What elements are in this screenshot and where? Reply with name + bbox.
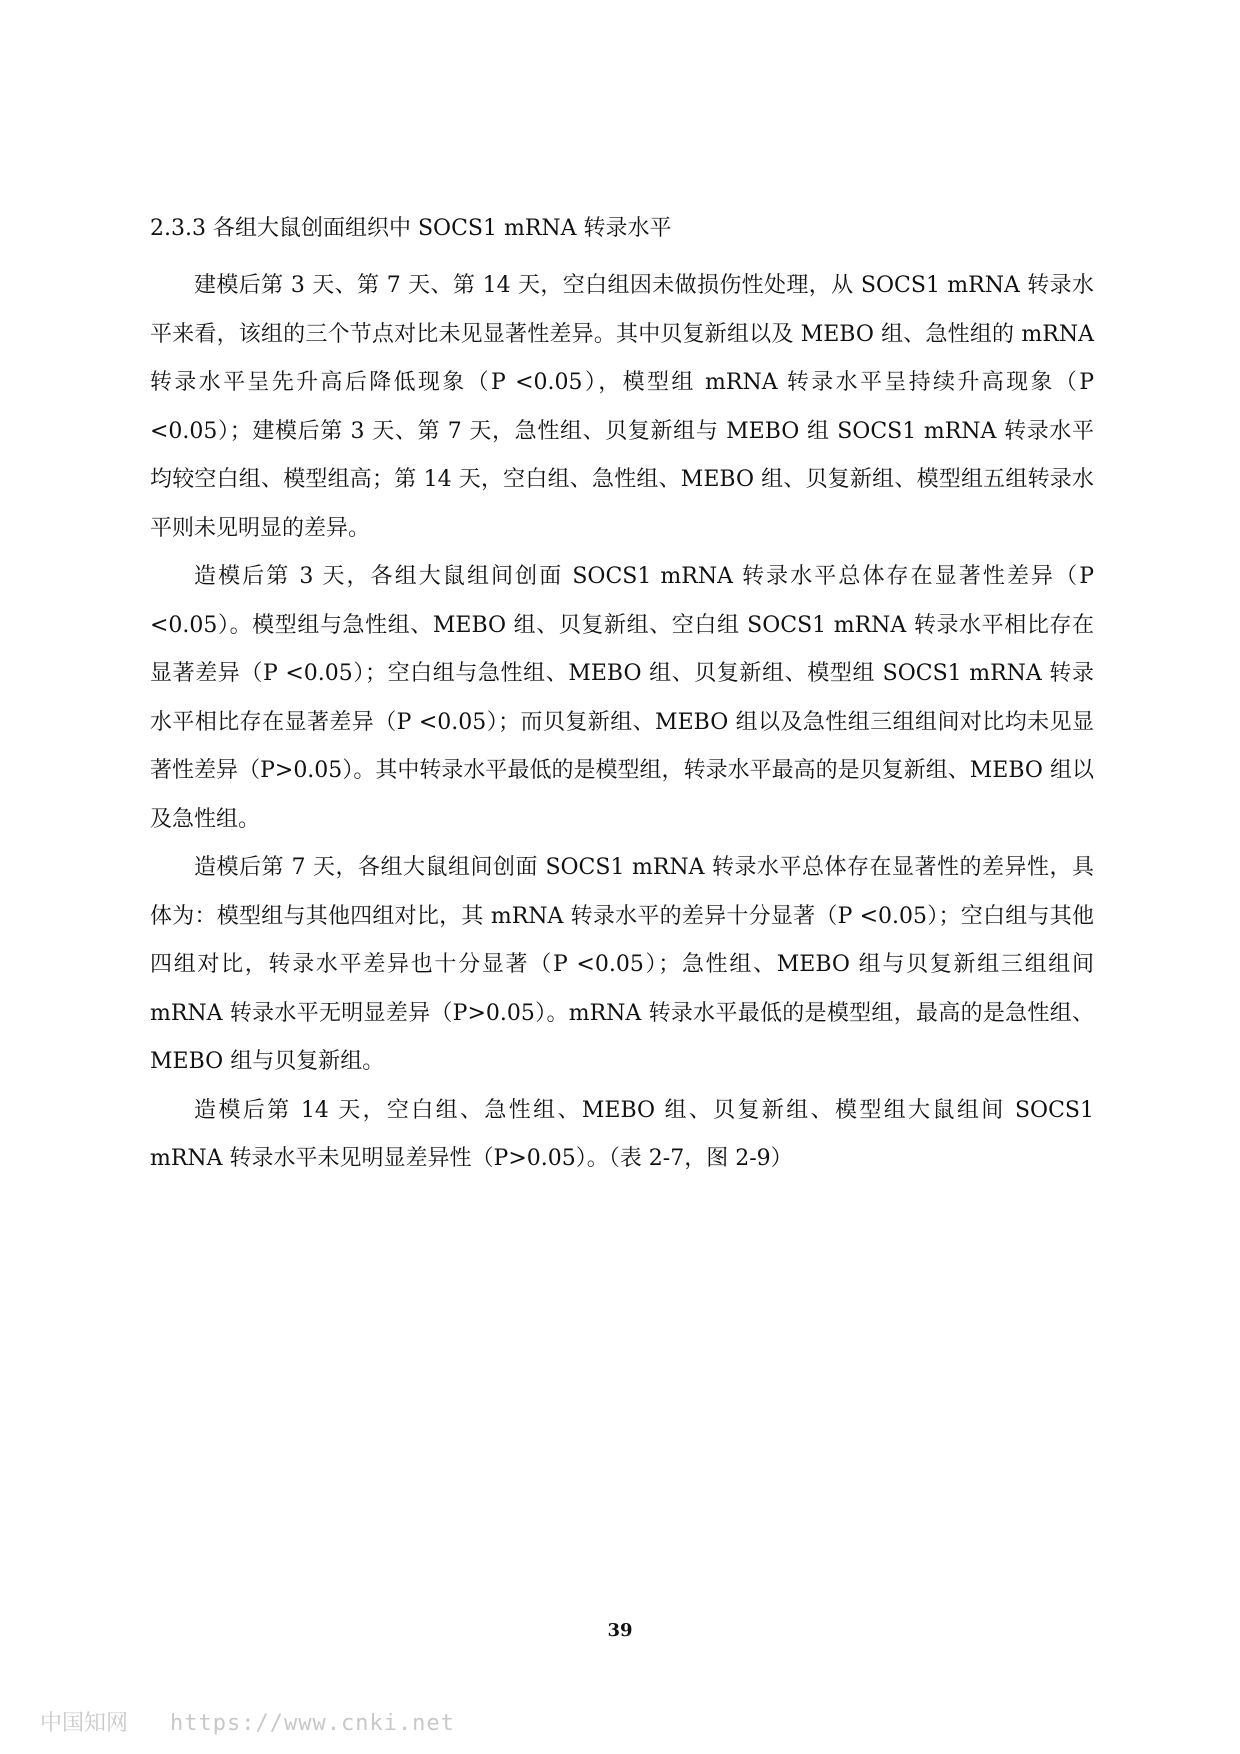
paragraph-day-7: 造模后第 7 天，各组大鼠组间创面 SOCS1 mRNA 转录水平总体存在显著性的差异性，具体为：模型组与其他四组对比，其 mRNA 转录水平的差异十分显著（P <0.05）；空白组与其他四组对比，转录水平差异也十分显著（P <0.05）；急性组、MEBO 组与贝复新组三组组间 mRNA 转录水平无明显差异（P>0.05）。mRNA 转录水平最低的是模型组，最高的是急性组、MEBO 组与贝复新组。 [150,855,1094,1074]
page-number: 39 [607,1620,633,1641]
paragraph-timeline-summary: 建模后第 3 天、第 7 天、第 14 天，空白组因未做损伤性处理，从 SOCS1 mRNA 转录水平来看，该组的三个节点对比未见显著性差异。其中贝复新组以及 MEBO 组、急性组的 mRNA 转录水平呈先升高后降低现象（P <0.05），模型组 mRNA 转录水平呈持续升高现象（P <0.05）；建模后第 3 天、第 7 天，急性组、贝复新组与 MEBO 组 SOCS1 mRNA 转录水平均较空白组、模型组高；第 14 天，空白组、急性组、MEBO 组、贝复新组、模型组五组转录水平则未见明显的差异。 [150,273,1094,541]
cnki-watermark [40,1706,455,1737]
section-heading: 2.3.3 各组大鼠创面组织中 SOCS1 mRNA 转录水平 [150,216,672,241]
watermark-site-name: 中国知网 [40,1711,129,1736]
paragraph-day-14: 造模后第 14 天，空白组、急性组、MEBO 组、贝复新组、模型组大鼠组间 SOCS1 mRNA 转录水平未见明显差异性（P>0.05）。（表 2-7，图 2-9） [150,1097,1094,1171]
body-text [150,262,1094,1184]
watermark-url: https://www.cnki.net [170,1711,455,1736]
paragraph-day-3: 造模后第 3 天，各组大鼠组间创面 SOCS1 mRNA 转录水平总体存在显著性差异（P <0.05）。模型组与急性组、MEBO 组、贝复新组、空白组 SOCS1 mRNA 转录水平相比存在显著差异（P <0.05）；空白组与急性组、MEBO 组、贝复新组、模型组 SOCS1 mRNA 转录水平相比存在显著差异（P <0.05）；而贝复新组、MEBO 组以及急性组三组组间对比均未见显著性差异（P>0.05）。其中转录水平最低的是模型组，转录水平最高的是贝复新组、MEBO 组以及急性组。 [150,564,1094,832]
